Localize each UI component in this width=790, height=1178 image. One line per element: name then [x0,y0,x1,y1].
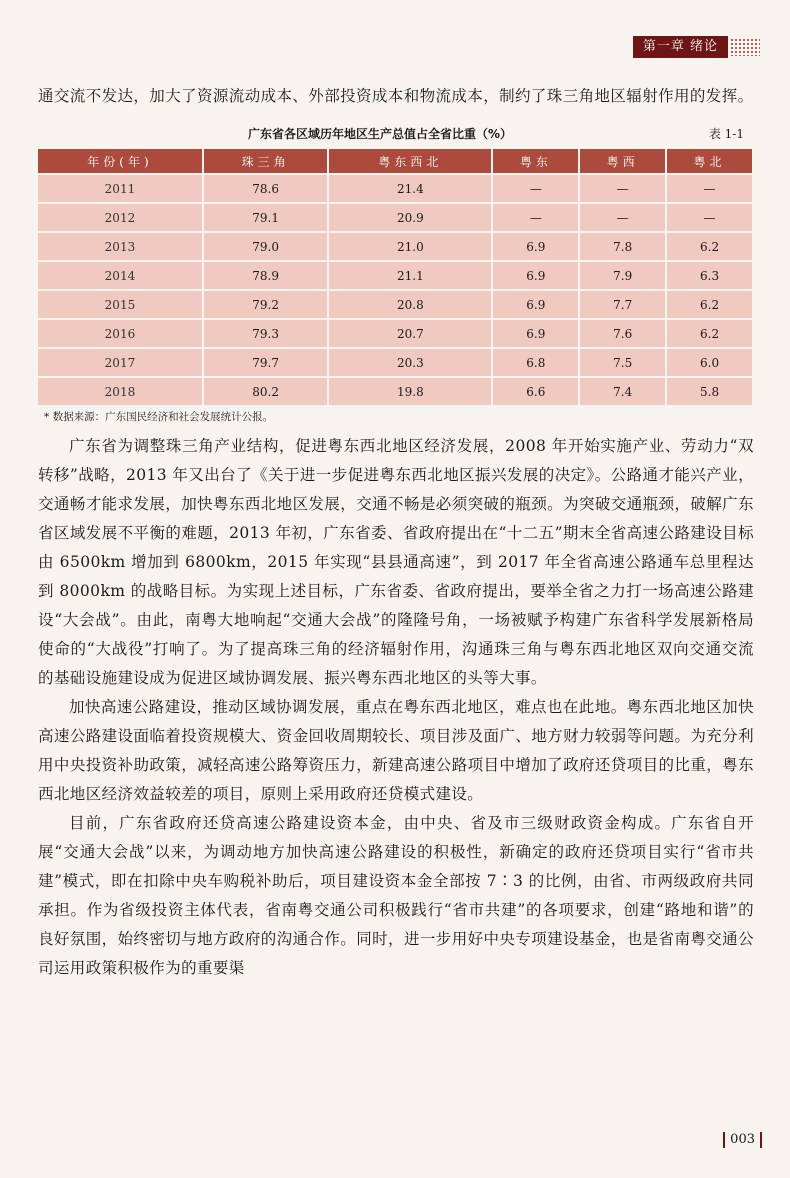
table-number: 表 1-1 [708,127,744,141]
table-row [38,232,753,261]
cell-value: — [666,203,753,232]
cell-value: 78.6 [203,174,328,203]
cell-value: 6.9 [492,232,579,261]
header-prd: 珠三角 [203,149,328,174]
cell-value: 7.9 [579,261,666,290]
header-west: 粤西 [579,149,666,174]
page-number: 003 [723,1132,762,1148]
chapter-header [633,36,760,58]
header-ewn: 粤东西北 [328,149,492,174]
cell-value: 6.9 [492,319,579,348]
table-caption [38,125,754,145]
cell-value: — [666,174,753,203]
cell-value: 19.8 [328,377,492,405]
cell-value: 6.9 [492,290,579,319]
cell-value: 6.6 [492,377,579,405]
gdp-share-table [38,149,754,405]
cell-year: 2014 [38,261,203,290]
cell-value: 7.7 [579,290,666,319]
cell-value: 21.4 [328,174,492,203]
cell-year: 2018 [38,377,203,405]
cell-value: 79.3 [203,319,328,348]
table-row [38,348,753,377]
cell-value: 79.0 [203,232,328,261]
cell-value: 79.1 [203,203,328,232]
cell-value: 6.2 [666,232,753,261]
cell-value: 79.7 [203,348,328,377]
paragraph-0: 通交流不发达，加大了资源流动成本、外部投资成本和物流成本，制约了珠三角地区辐射作用的发挥。 [38,87,754,105]
cell-value: 6.2 [666,290,753,319]
paragraph-3: 目前，广东省政府还贷高速公路建设资本金，由中央、省及市三级财政资金构成。广东省自开展“交通大会战”以来，为调动地方加快高速公路建设的积极性，新确定的政府还贷项目实行“省市共建”模式，即在扣除中央车购税补助后，项目建设资本金全部按 7∶3 的比例，由省、市两级政府共同承担。作为省级投资主体代表，省南粤交通公司积极践行“省市共建”的各项要求，创建“路地和谐”的良好氛围，始终密切与地方政府的沟通合作。同时，进一步用好中央专项建设基金，也是省南粤交通公司运用政策积极作为的重要渠 [38,814,754,977]
header-north: 粤北 [666,149,753,174]
cell-value: 5.8 [666,377,753,405]
cell-value: 7.8 [579,232,666,261]
cell-value: — [579,174,666,203]
header-east: 粤东 [492,149,579,174]
cell-value: 20.8 [328,290,492,319]
paragraph-2: 加快高速公路建设，推动区域协调发展，重点在粤东西北地区，难点也在此地。粤东西北地区加快高速公路建设面临着投资规模大、资金回收周期较长、项目涉及面广、地方财力较弱等问题。为充分利用中央投资补助政策，减轻高速公路筹资压力，新建高速公路项目中增加了政府还贷项目的比重，粤东西北地区经济效益较差的项目，原则上采用政府还贷模式建设。 [38,698,754,803]
cell-value: 6.8 [492,348,579,377]
table-row [38,319,753,348]
header-year: 年份(年) [38,149,203,174]
table-title: 广东省各区域历年地区生产总值占全省比重（%） [248,127,513,141]
cell-value: 21.0 [328,232,492,261]
cell-year: 2011 [38,174,203,203]
cell-value: 6.0 [666,348,753,377]
table-source-note: * 数据来源：广东国民经济和社会发展统计公报。 [44,411,274,423]
cell-value: — [579,203,666,232]
header-decoration [730,38,760,56]
table-row [38,290,753,319]
cell-year: 2017 [38,348,203,377]
cell-value: 20.9 [328,203,492,232]
cell-value: 80.2 [203,377,328,405]
cell-value: 78.9 [203,261,328,290]
cell-value: 7.5 [579,348,666,377]
table-row [38,261,753,290]
cell-value: — [492,174,579,203]
cell-value: 6.3 [666,261,753,290]
table-row [38,203,753,232]
chapter-title: 第一章 绪论 [633,36,728,58]
page-content [38,82,754,983]
paragraph-1: 广东省为调整珠三角产业结构，促进粤东西北地区经济发展，2008 年开始实施产业、劳动力“双转移”战略，2013 年又出台了《关于进一步促进粤东西北地区振兴发展的决定》。公路通才能兴产业，交通畅才能求发展，加快粤东西北地区发展，交通不畅是必须突破的瓶颈。为突破交通瓶颈，破解广东省区域发展不平衡的难题，2013 年初，广东省委、省政府提出在“十二五”期末全省高速公路建设目标由 6500km 增加到 6800km，2015 年实现“县县通高速”，到 2017 年全省高速公路通车总里程达到 8000km 的战略目标。为实现上述目标，广东省委、省政府提出，要举全省之力打一场高速公路建设“大会战”。由此，南粤大地响起“交通大会战”的隆隆号角，一场被赋予构建广东省科学发展新格局使命的“大战役”打响了。为了提高珠三角的经济辐射作用，沟通珠三角与粤东西北地区双向交通交流的基础设施建设成为促进区域协调发展、振兴粤东西北地区的头等大事。 [38,437,754,687]
table-row [38,174,753,203]
cell-value: 6.9 [492,261,579,290]
cell-value: 21.1 [328,261,492,290]
cell-value: 7.4 [579,377,666,405]
cell-value: 79.2 [203,290,328,319]
cell-year: 2012 [38,203,203,232]
cell-value: — [492,203,579,232]
cell-year: 2013 [38,232,203,261]
cell-value: 7.6 [579,319,666,348]
cell-value: 6.2 [666,319,753,348]
cell-value: 20.7 [328,319,492,348]
table-header-row [38,149,753,174]
cell-year: 2016 [38,319,203,348]
cell-value: 20.3 [328,348,492,377]
table-row [38,377,753,405]
cell-year: 2015 [38,290,203,319]
